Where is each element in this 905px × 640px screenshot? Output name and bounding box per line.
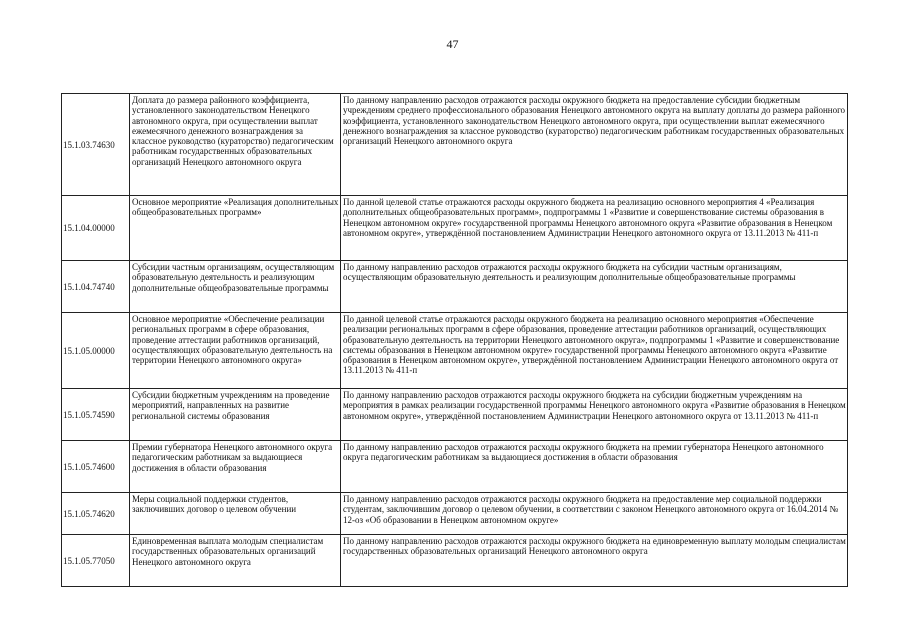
table-row — [62, 313, 848, 389]
row-description: По данному направлению расходов отражаются расходы окружного бюджета на предоставление субсидии бюджетным учреждениям среднего профессионального образования Ненецкого автономного округа на выплату доплаты до размера районного коэффициента, установленного законодательством Ненецкого автономного округа, при осуществлении выплат ежемесячного денежного вознаграждения за классное руководство (кураторство) педагогическим работникам государственных образовательных организаций Ненецкого автономного округа — [341, 94, 848, 196]
row-code: 15.1.05.74620 — [62, 493, 130, 535]
row-description: По данному направлению расходов отражаются расходы окружного бюджета на единовременную выплату молодым специалистам государственных образовательных организаций Ненецкого автономного округа — [341, 535, 848, 587]
row-name: Доплата до размера районного коэффициента, установленного законодательством Ненецкого автономного округа, при осуществлении выплат ежемесячного денежного вознаграждения за классное руководство (кураторство) педагогическим работникам государственных образовательных организаций Ненецкого автономного округа — [130, 94, 341, 196]
row-description: По данному направлению расходов отражаются расходы окружного бюджета на предоставление мер социальной поддержки студентам, заключившим договор о целевом обучении, в соответствии с законом Ненецкого автономного округа от 16.04.2014 № 12-оз «Об образовании в Ненецком автономном округе» — [341, 493, 848, 535]
row-description: По данному направлению расходов отражаются расходы окружного бюджета на субсидии бюджетным учреждениям на мероприятия в рамках реализации государственной программы Ненецкого автономного округа «Развитие образования в Ненецком автономном округе», утверждённой постановлением Администрации Ненецкого автономного округа от 13.11.2013 № 411-п — [341, 389, 848, 441]
row-code: 15.1.04.00000 — [62, 196, 130, 261]
row-description: По данной целевой статье отражаются расходы окружного бюджета на реализацию основного мероприятия «Обеспечение реализации региональных программ в сфере образования, проведение аттестации работников организаций, осуществляющих образовательную деятельность на территории Ненецкого автономного округа», подпрограммы 1 «Развитие и совершенствование системы образования в Ненецком автономном округе» государственной программы Ненецкого автономного округа «Развитие образования в Ненецком автономном округе», утверждённой постановлением Администрации Ненецкого автономного округа от 13.11.2013 № 411-п — [341, 313, 848, 389]
row-code: 15.1.04.74740 — [62, 261, 130, 313]
row-code: 15.1.05.74590 — [62, 389, 130, 441]
row-name: Меры социальной поддержки студентов, заключивших договор о целевом обучении — [130, 493, 341, 535]
row-code: 15.1.05.77050 — [62, 535, 130, 587]
row-name: Основное мероприятие «Обеспечение реализации региональных программ в сфере образования, проведение аттестации работников организаций, осуществляющих образовательную деятельность на территории Ненецкого автономного округа» — [130, 313, 341, 389]
row-code: 15.1.05.74600 — [62, 441, 130, 493]
row-code: 15.1.05.00000 — [62, 313, 130, 389]
row-name: Единовременная выплата молодым специалистам государственных образовательных организаций Ненецкого автономного округа — [130, 535, 341, 587]
table-row — [62, 196, 848, 261]
table-row — [62, 535, 848, 587]
table-row — [62, 441, 848, 493]
row-name: Субсидии бюджетным учреждениям на проведение мероприятий, направленных на развитие региональной системы образования — [130, 389, 341, 441]
table-row — [62, 493, 848, 535]
table-row — [62, 261, 848, 313]
row-description: По данному направлению расходов отражаются расходы окружного бюджета на премии губернатора Ненецкого автономного округа педагогическим работникам за выдающиеся достижения в области образования — [341, 441, 848, 493]
row-code: 15.1.03.74630 — [62, 94, 130, 196]
budget-classification-table — [61, 93, 848, 587]
row-name: Премии губернатора Ненецкого автономного округа педагогическим работникам за выдающиеся достижения в области образования — [130, 441, 341, 493]
page-number: 47 — [446, 37, 459, 51]
row-description: По данному направлению расходов отражаются расходы окружного бюджета на субсидии частным организациям, осуществляющим образовательную деятельность и реализующим дополнительные общеобразовательные программы — [341, 261, 848, 313]
row-name: Субсидии частным организациям, осуществляющим образовательную деятельность и реализующим дополнительные общеобразовательные программы — [130, 261, 341, 313]
table-row — [62, 389, 848, 441]
row-description: По данной целевой статье отражаются расходы окружного бюджета на реализацию основного мероприятия 4 «Реализация дополнительных общеобразовательных программ», подпрограммы 1 «Развитие и совершенствование системы образования в Ненецком автономном округе» государственной программы Ненецкого автономного округа «Развитие образования в Ненецком автономном округе», утверждённой постановлением Администрации Ненецкого автономного округа от 13.11.2013 № 411-п — [341, 196, 848, 261]
table-row — [62, 94, 848, 196]
row-name: Основное мероприятие «Реализация дополнительных общеобразовательных программ» — [130, 196, 341, 261]
